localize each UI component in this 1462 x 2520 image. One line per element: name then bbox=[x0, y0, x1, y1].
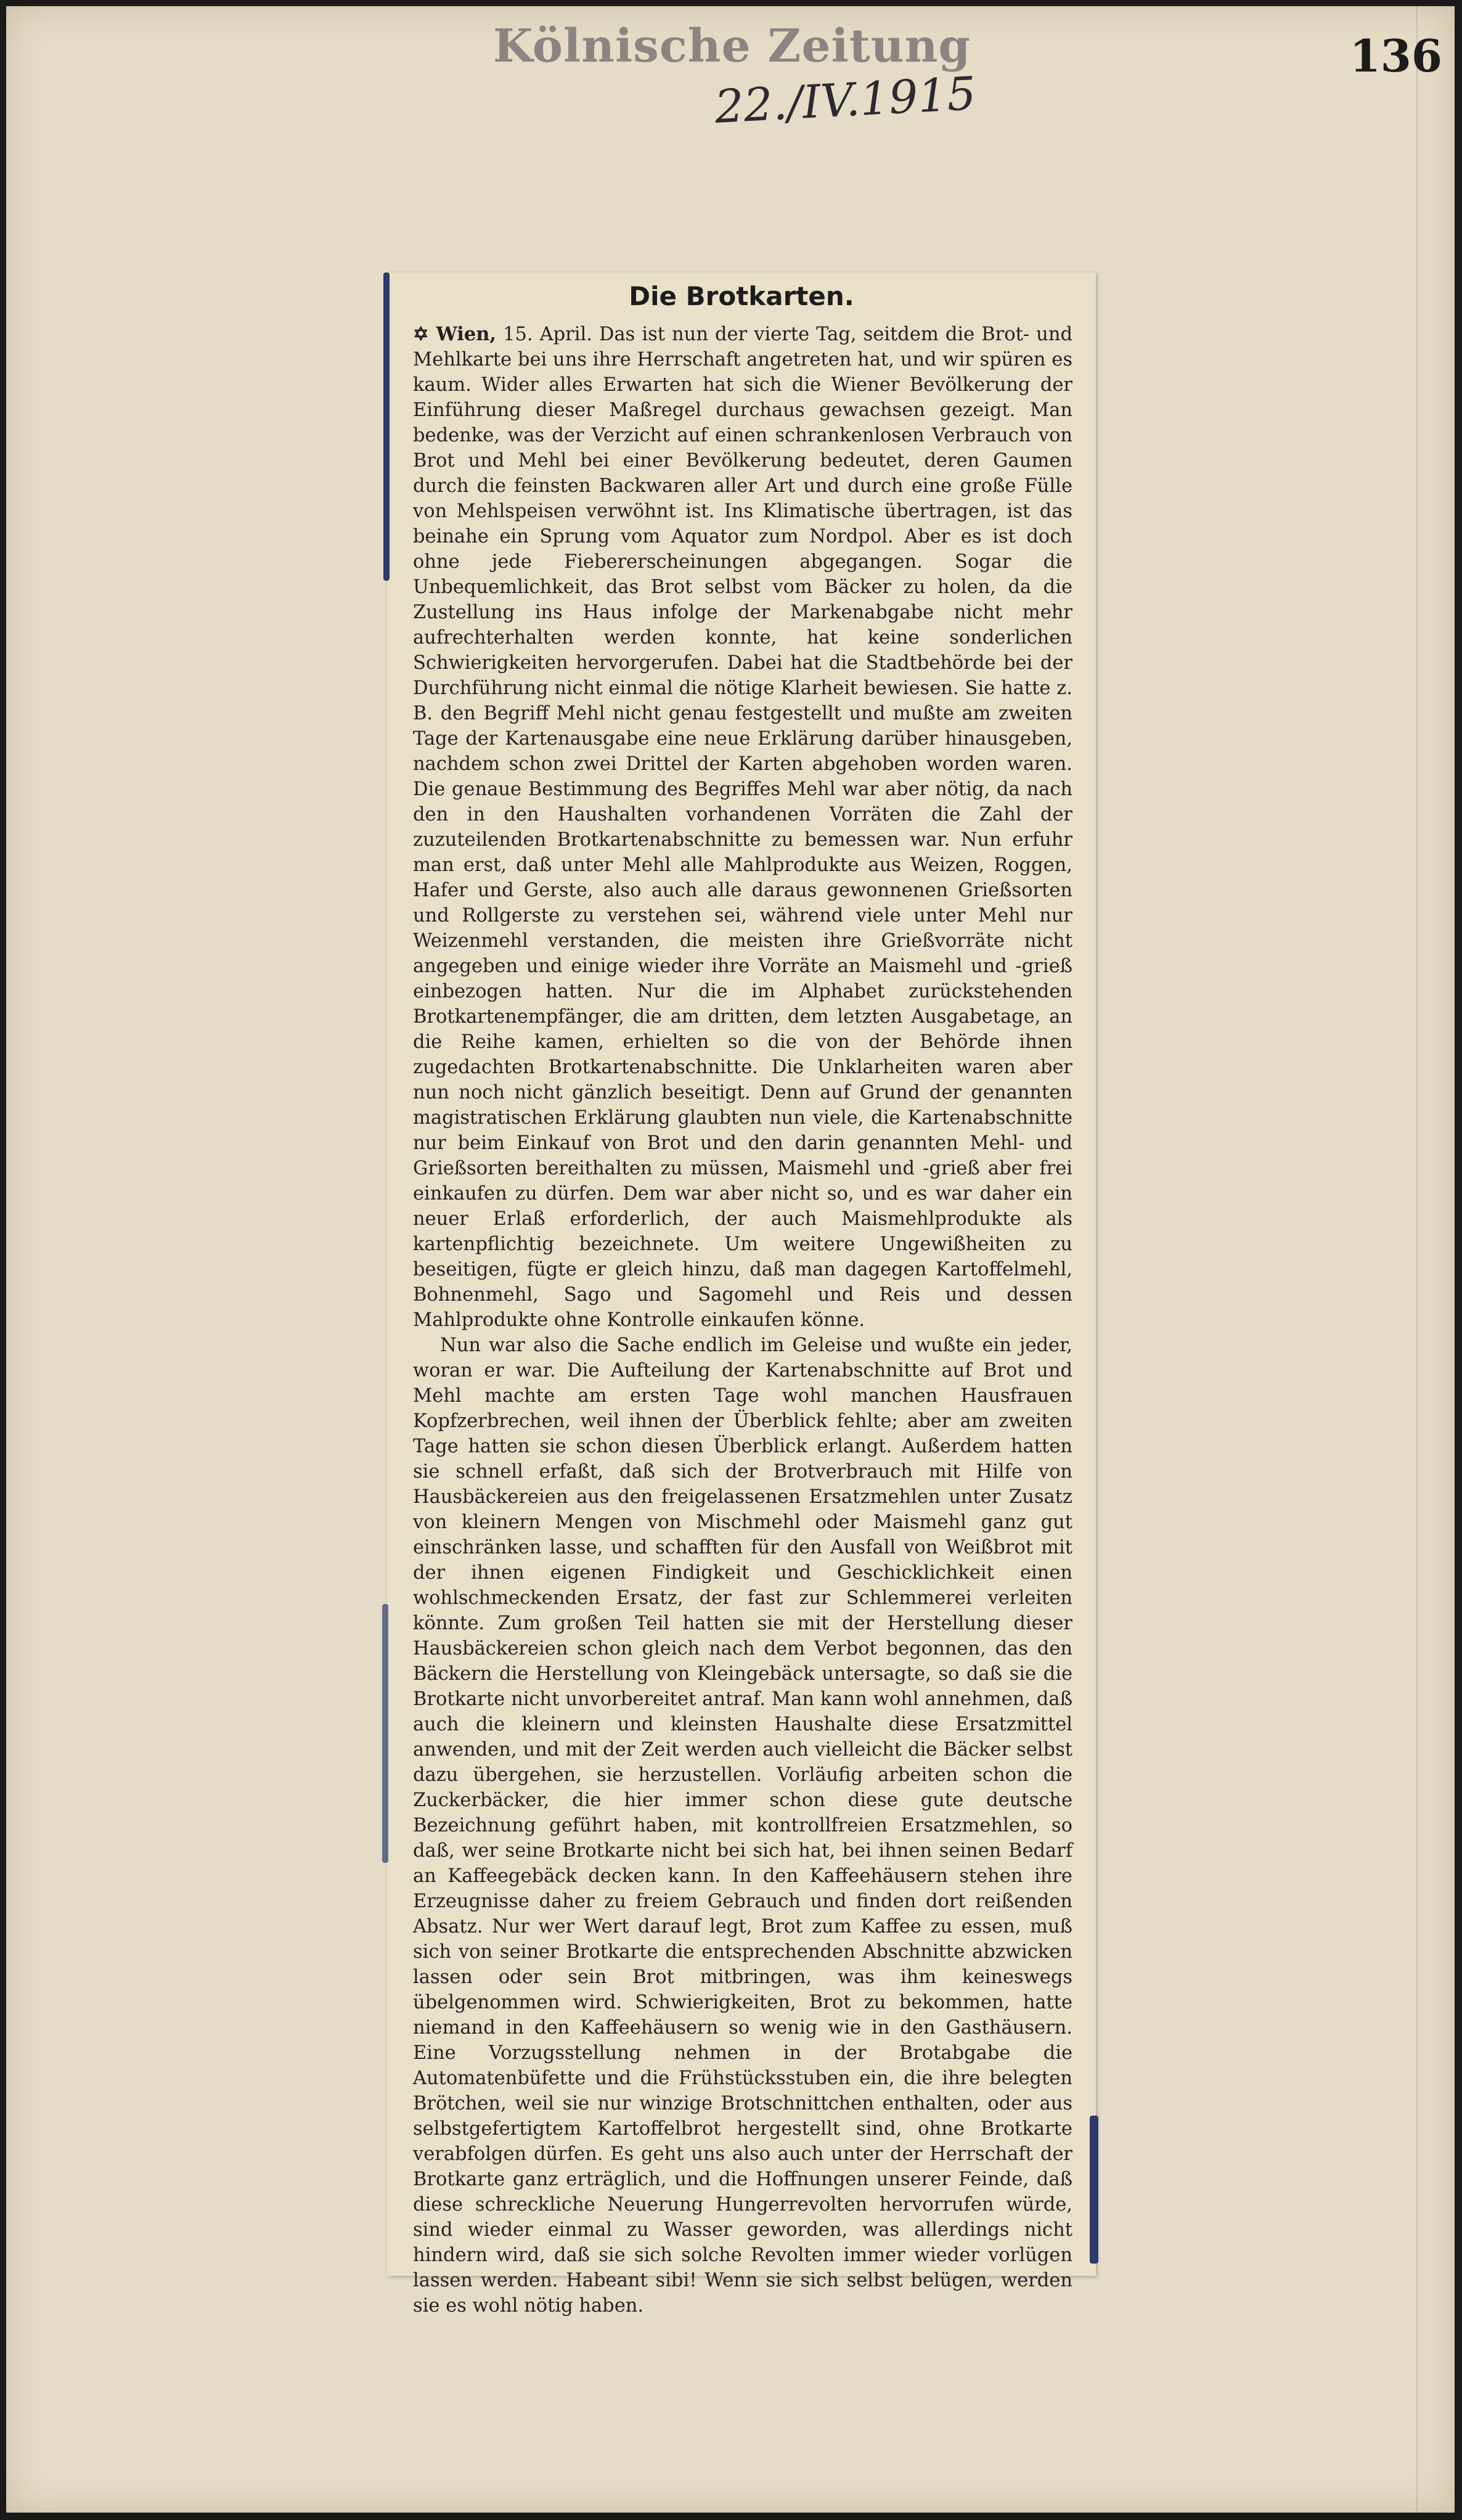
article-paragraph-1 bbox=[413, 322, 1072, 1333]
article-dateline: ✡ Wien, bbox=[413, 323, 497, 345]
page-number: 136 bbox=[1349, 30, 1442, 82]
article-title: Die Brotkarten. bbox=[629, 281, 854, 311]
article-paragraph-2: Nun war also die Sache endlich im Geleise und wußte ein jeder, woran er war. Die Aufteilung der Kartenabschnitte auf Brot und Mehl machte am ersten Tage wohl manchen Hausfrauen Kopfzerbrechen, weil ihnen der Überblick fehlte; aber am zweiten Tage hatten sie schon diesen Überblick erlangt. Außerdem hatten sie schnell erfaßt, daß sich der Brotverbrauch mit Hilfe von Hausbäckereien aus den freigelassenen Ersatzmehlen unter Zusatz von kleinern Mengen von Mischmehl oder Maismehl ganz gut einschränken lasse, und schafften für den Ausfall von Weißbrot mit der ihnen eigenen Findigkeit und Geschicklichkeit einen wohlschmeckenden Ersatz, der fast zur Schlemmerei verleiten könnte. Zum großen Teil hatten sie mit der Herstellung dieser Hausbäckereien schon gleich nach dem Verbot begonnen, das den Bäckern die Herstellung von Kleingebäck untersagte, so daß sie die Brotkarte nicht unvorbereitet antraf. Man kann wohl annehmen, daß auch die kleinern und kleinsten Haushalte diese Ersatzmittel anwenden, und mit der Zeit werden auch vielleicht die Bäcker selbst dazu übergehen, sie herzustellen. Vorläufig arbeiten schon die Zuckerbäcker, die hier immer schon diese gute deutsche Bezeichnung geführt haben, mit kontrollfreien Ersatzmehlen, so daß, wer seine Brotkarte nicht bei sich hat, bei ihnen seinen Bedarf an Kaffeegebäck decken kann. In den Kaffeehäusern stehen ihre Erzeugnisse daher zu freiem Gebrauch und finden dort reißenden Absatz. Nur wer Wert darauf legt, Brot zum Kaffee zu essen, muß sich von seiner Brotkarte die entsprechenden Abschnitte abzwicken lassen oder sein Brot mitbringen, was ihm keineswegs übelgenommen wird. Schwierigkeiten, Brot zu bekommen, hatte niemand in den Kaffeehäusern so wenig wie in den Gasthäusern. Eine Vorzugsstellung nehmen in der Brotabgabe die Automatenbüfette und die Frühstücksstuben ein, die ihre belegten Brötchen, weil sie nur winzige Brotschnittchen enthalten, oder aus selbstgefertigtem Kartoffelbrot hergestellt sind, ohne Brotkarte verabfolgen dürfen. Es geht uns also auch unter der Herrschaft der Brotkarte ganz erträglich, und die Hoffnungen unserer Feinde, daß diese schreckliche Neuerung Hungerrevolten hervorrufen würde, sind wieder einmal zu Wasser geworden, was allerdings nicht hindern wird, daß sie sich solche Revolten immer wieder vorlügen lassen werden. Habeant sibi! Wenn sie sich selbst belügen, werden sie es wohl nötig haben. bbox=[413, 1335, 1072, 2317]
right-margin-pencil-mark bbox=[1090, 2116, 1098, 2264]
article-paragraph-1-text: 15. April. Das ist nun der vierte Tag, seitdem die Brot- und Mehlkarte bei uns ihre Herrschaft angetreten hat, und wir spüren es kaum. Wider alles Erwarten hat sich die Wiener Bevölkerung der Einführung dieser Maßregel durchaus gewachsen gezeigt. Man bedenke, was der Verzicht auf einen schrankenlosen Verbrauch von Brot und Mehl bei einer Bevölkerung bedeutet, deren Gaumen durch die feinsten Backwaren aller Art und durch eine große Fülle von Mehlspeisen verwöhnt ist. Ins Klimatische übertragen, ist das beinahe ein Sprung vom Aquator zum Nordpol. Aber es ist doch ohne jede Fiebererscheinungen abgegangen. Sogar die Unbequemlichkeit, das Brot selbst vom Bäcker zu holen, da die Zustellung ins Haus infolge der Markenabgabe nicht mehr aufrechterhalten werden konnte, hat keine sonderlichen Schwierigkeiten hervorgerufen. Dabei hat die Stadtbehörde bei der Durchführung nicht einmal die nötige Klarheit bewiesen. Sie hatte z. B. den Begriff Mehl nicht genau festgestellt und mußte am zweiten Tage der Kartenausgabe eine neue Erklärung darüber hinausgeben, nachdem schon zwei Drittel der Karten abgehoben worden waren. Die genaue Bestimmung des Begriffes Mehl war aber nötig, da nach den in den Haushalten vorhandenen Vorräten die Zahl der zuzuteilenden Brotkartenabschnitte zu bemessen war. Nun erfuhr man erst, daß unter Mehl alle Mahlprodukte aus Weizen, Roggen, Hafer und Gerste, also auch alle daraus gewonnenen Grießsorten und Rollgerste zu verstehen sei, während viele unter Mehl nur Weizenmehl verstanden, die meisten ihre Grießvorräte nicht angegeben und einige wieder ihre Vorräte an Maismehl und -grieß einbezogen hatten. Nur die im Alphabet zurückstehenden Brotkartenempfänger, die am dritten, dem letzten Ausgabetage, an die Reihe kamen, erhielten so die von der Behörde ihnen zugedachten Brotkartenabschnitte. Die Unklarheiten waren aber nun noch nicht gänzlich beseitigt. Denn auf Grund der genannten magistratischen Erklärung glaubten nun viele, die Kartenabschnitte nur beim Einkauf von Brot und den darin genannten Mehl- und Grießsorten bereithalten zu müssen, Maismehl und -grieß aber frei einkaufen zu dürfen. Dem war aber nicht so, und es war daher ein neuer Erlaß erforderlich, der auch Maismehlprodukte als kartenpflichtig bezeichnete. Um weitere Ungewißheiten zu beseitigen, fügte er gleich hinzu, daß man dagegen Kartoffelmehl, Bohnenmehl, Sago und Sagomehl und Reis und dessen Mahlprodukte ohne Kontrolle einkaufen könne. bbox=[413, 324, 1072, 1331]
newspaper-clipping bbox=[387, 272, 1096, 2317]
article-body bbox=[413, 322, 1072, 2317]
newspaper-name-stamp: Kölnische Zeitung bbox=[493, 20, 971, 73]
handwritten-date: 22./IV.1915 bbox=[713, 67, 978, 134]
archive-sheet bbox=[6, 6, 1455, 2513]
left-margin-pencil-mark-lower bbox=[382, 1604, 388, 1863]
left-margin-pencil-mark bbox=[383, 272, 390, 581]
